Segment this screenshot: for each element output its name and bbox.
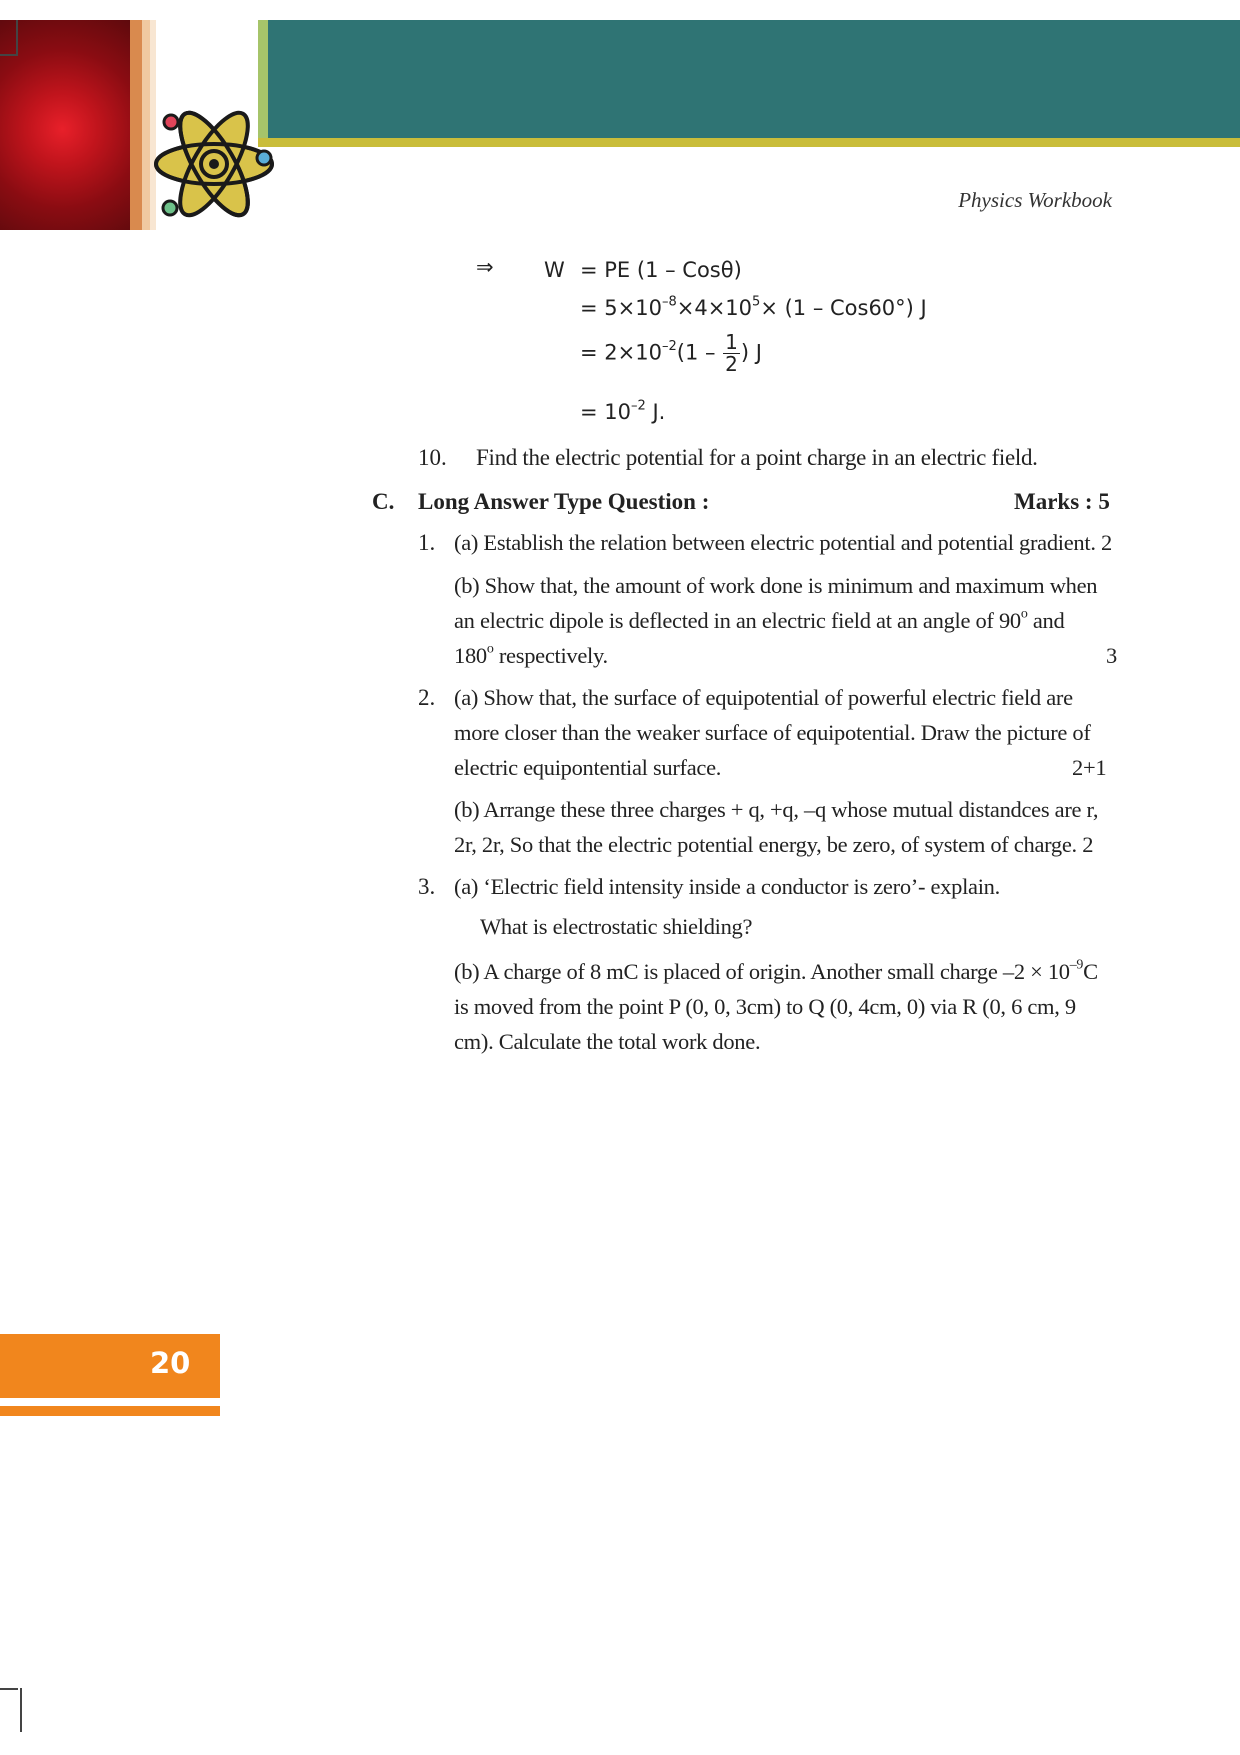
- header-red-block: [0, 20, 130, 230]
- question-1a: (a) Establish the relation between electric potential and potential gradient. 2: [454, 530, 1112, 555]
- question-3b-line: (b) A charge of 8 mC is placed of origin. Another small charge $-2 \times 10^{-9}C$: [454, 957, 1098, 984]
- section-title: Long Answer Type Question :: [418, 489, 710, 514]
- question-number: 3.: [418, 874, 436, 899]
- question-number: 2.: [418, 685, 436, 710]
- page-number: 20: [150, 1346, 191, 1380]
- implies-arrow: ⇒: [476, 255, 494, 279]
- equation-line-4: = $10^{-2}$ J.: [580, 398, 666, 424]
- question-1b-line: 180$^o$ respectively.: [454, 641, 608, 668]
- marks-value: 2+1: [1072, 755, 1107, 780]
- question-1b-line: an electric dipole is deflected in an electric field at an angle of 90$^o$ and: [454, 606, 1065, 633]
- section-marks: Marks : 5: [1014, 489, 1110, 514]
- equation-line-2: = $5\times 10^{-8}\times 4\times 10^5\times (1 - Cos60^\circ)$ J: [580, 294, 927, 320]
- question-2a-line: electric equipontential surface.: [454, 755, 722, 780]
- marks-value: 3: [1106, 643, 1117, 668]
- question-text: Find the electric potential for a point charge in an electric field.: [476, 445, 1038, 470]
- question-number: 1.: [418, 530, 436, 555]
- crop-mark: [0, 1688, 18, 1690]
- question-number: 10.: [418, 445, 447, 470]
- question-3b-line: cm). Calculate the total work done.: [454, 1029, 761, 1054]
- crop-mark: [20, 1688, 22, 1732]
- fraction: $\frac{1}{2}$: [725, 330, 738, 376]
- header-teal-band: [258, 20, 1240, 138]
- question-2b-line: (b) Arrange these three charges + q, +q, –q whose mutual distandces are r,: [454, 797, 1099, 822]
- equation-lhs: W: [544, 258, 565, 282]
- question-2a-line: (a) Show that, the surface of equipotential of powerful electric field are: [454, 685, 1073, 710]
- equation-line-1: = PE (1 – Cosθ): [580, 258, 742, 282]
- question-1b-line: (b) Show that, the amount of work done is minimum and maximum when: [454, 573, 1098, 598]
- atom-icon: [148, 102, 280, 226]
- question-3b-line: is moved from the point P (0, 0, 3cm) to Q (0, 4cm, 0) via R (0, 6 cm, 9: [454, 994, 1076, 1019]
- page-tab-underline: [0, 1406, 220, 1416]
- equation-line-3: = $2\times 10^{-2}(1$ – $\frac{1}{2}$ ) J: [580, 330, 762, 376]
- question-3a-line: (a) ‘Electric field intensity inside a conductor is zero’- explain.: [454, 874, 1000, 899]
- crop-mark: [0, 54, 18, 56]
- header-stripe: [130, 20, 142, 230]
- book-title: Physics Workbook: [958, 188, 1112, 212]
- question-2b-line: 2r, 2r, So that the electric potential energy, be zero, of system of charge. 2: [454, 832, 1094, 857]
- question-3a-line: What is electrostatic shielding?: [480, 914, 753, 939]
- header-yellow-line: [258, 138, 1240, 147]
- crop-mark: [16, 20, 18, 54]
- section-letter: C.: [372, 489, 395, 514]
- question-2a-line: more closer than the weaker surface of equipotential. Draw the picture of: [454, 720, 1091, 745]
